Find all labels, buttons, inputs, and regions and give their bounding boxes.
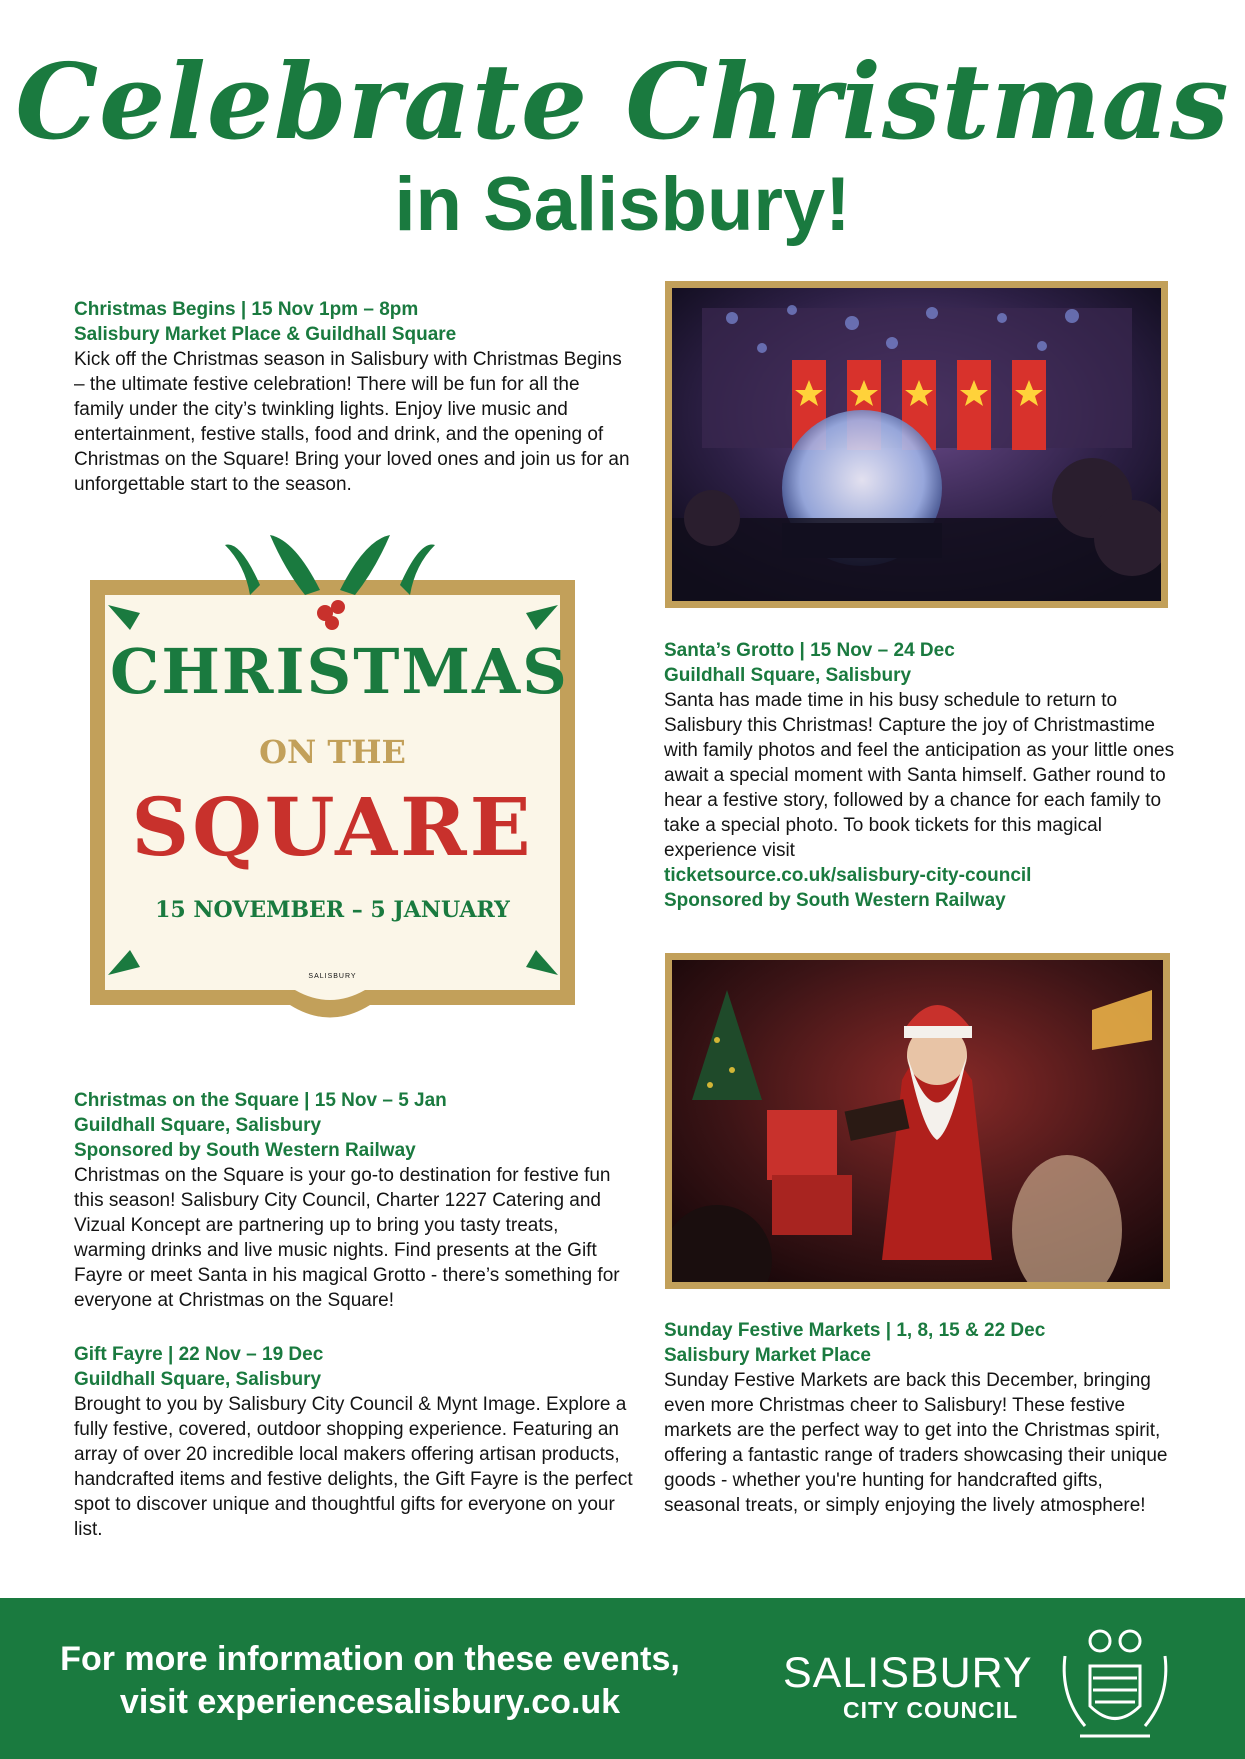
- event-location: Guildhall Square, Salisbury: [74, 1369, 322, 1390]
- event-christmas-on-the-square: [74, 1088, 634, 1313]
- council-name: SALISBURY: [783, 1649, 1033, 1697]
- event-heading: Christmas on the Square | 15 Nov – 5 Jan: [74, 1090, 447, 1111]
- christmas-on-the-square-logo: [70, 535, 590, 1065]
- logo-christmas-text: CHRISTMAS: [110, 635, 569, 708]
- main-subtitle: in Salisbury!: [394, 162, 851, 247]
- event-description: Christmas on the Square is your go-to destination for festive fun this season! Salisbury City Council, Charter 1227 Catering and Vizual Koncept are partnering up to bring you tasty treats, warming drinks and live music nights. Find presents at the Gift Fayre or meet Santa in his magical Grotto - there’s something for everyone at Christmas on the Square!: [74, 1165, 620, 1311]
- guildhall-lights-photo: [665, 281, 1168, 608]
- logo-square-text: SQUARE: [131, 780, 534, 874]
- event-description: Brought to you by Salisbury City Council & Mynt Image. Explore a fully festive, covered, outdoor shopping experience. Featuring an array of over 20 incredible local makers offering artisan products, handcrafted items and festive delights, the Gift Fayre is the perfect spot to discover unique and thoughtful gifts for everyone on your list.: [74, 1394, 633, 1540]
- santa-image: [672, 960, 1163, 1282]
- event-sunday-markets: [664, 1318, 1184, 1518]
- event-location: Salisbury Market Place: [664, 1345, 871, 1366]
- event-heading: Sunday Festive Markets | 1, 8, 15 & 22 Dec: [664, 1320, 1046, 1341]
- event-description: Sunday Festive Markets are back this December, bringing even more Christmas cheer to Salisbury! These festive markets are the perfect way to get into the Christmas spirit, offering a fantastic range of traders showcasing their unique goods - whether you're hunting for handcrafted gifts, seasonal treats, or simply enjoying the lively atmosphere!: [664, 1370, 1168, 1516]
- event-gift-fayre: [74, 1342, 634, 1542]
- guildhall-lights-image: [672, 288, 1161, 601]
- event-heading: Christmas Begins | 15 Nov 1pm – 8pm: [74, 299, 419, 320]
- event-location: Salisbury Market Place & Guildhall Square: [74, 324, 457, 345]
- event-heading: Santa’s Grotto | 15 Nov – 24 Dec: [664, 640, 955, 661]
- event-sponsor: Sponsored by South Western Railway: [74, 1140, 416, 1161]
- event-description: Santa has made time in his busy schedule to return to Salisbury this Christmas! Capture the joy of Christmastime with family photos and feel the anticipation as your little ones await a special moment with Santa himself. Gather round to hear a festive story, followed by a chance for each family to take a special photo. To book tickets for this magical experience visit: [664, 690, 1175, 861]
- event-sponsor: Sponsored by South Western Railway: [664, 890, 1006, 911]
- event-location: Guildhall Square, Salisbury: [664, 665, 912, 686]
- logo-on-the-text: ON THE: [259, 733, 406, 771]
- ticket-link[interactable]: ticketsource.co.uk/salisbury-city-council: [664, 865, 1032, 886]
- logo-mark-text: SALISBURY: [308, 973, 357, 980]
- event-location: Guildhall Square, Salisbury: [74, 1115, 322, 1136]
- main-title: Celebrate Christmas: [15, 40, 1230, 163]
- footer-line-1: For more information on these events,: [60, 1640, 680, 1678]
- footer-info: [30, 1638, 710, 1724]
- coat-of-arms-icon: [1055, 1616, 1175, 1746]
- event-heading: Gift Fayre | 22 Nov – 19 Dec: [74, 1344, 324, 1365]
- logo-dates-text: 15 NOVEMBER – 5 JANUARY: [155, 897, 510, 923]
- event-santas-grotto: [664, 638, 1184, 913]
- footer-website-link[interactable]: visit experiencesalisbury.co.uk: [119, 1683, 621, 1721]
- event-christmas-begins: [74, 297, 634, 497]
- council-subtitle: CITY COUNCIL: [843, 1697, 1019, 1723]
- santa-photo: [665, 953, 1170, 1289]
- event-description: Kick off the Christmas season in Salisbury with Christmas Begins – the ultimate festive celebration! There will be fun for all the family under the city’s twinkling lights. Enjoy live music and entertainment, festive stalls, food and drink, and the opening of Christmas on the Square! Bring your loved ones and join us for an unforgettable start to the season.: [74, 349, 630, 495]
- footer-banner: [0, 1598, 1245, 1759]
